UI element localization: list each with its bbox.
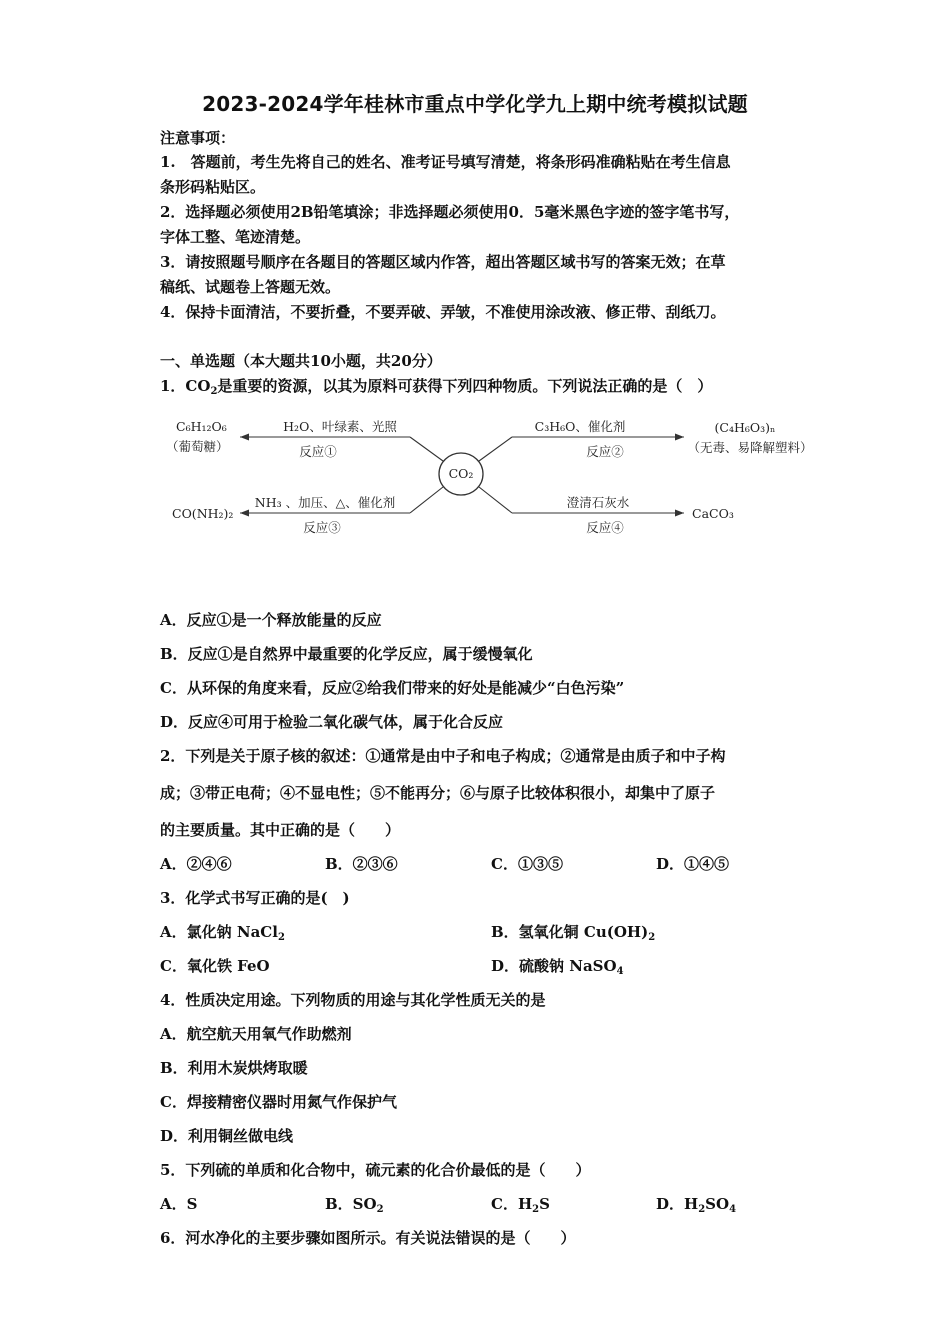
- q1-option-b: B．反应①是自然界中最重要的化学反应，属于缓慢氧化: [160, 645, 533, 663]
- reaction-4-conditions: 澄清石灰水: [566, 495, 630, 510]
- product-caco3: CaCO₃: [692, 506, 734, 521]
- notice-line: 3．请按照题号顺序在各题目的答题区域内作答，超出答题区域书写的答案无效；在草: [160, 253, 726, 271]
- question-2-line: 的主要质量。其中正确的是（ ）: [160, 821, 401, 839]
- q3-option-c: C．氧化铁 FeO: [160, 957, 270, 975]
- arrowhead: [675, 510, 684, 517]
- q5-option-b: B．$SO_2$: [325, 1195, 384, 1215]
- product-plastic-name: （无毒、易降解塑料）: [687, 440, 813, 455]
- section-heading: 一、单选题（本大题共10小题，共20分）: [160, 352, 442, 370]
- arrowhead: [675, 434, 684, 441]
- q1-option-c: C．从环保的角度来看，反应②给我们带来的好处是能减少“白色污染”: [160, 679, 625, 697]
- q2-option-a: A．②④⑥: [160, 855, 232, 873]
- reaction-1-label: 反应①: [299, 444, 337, 459]
- product-urea: CO(NH₂)₂: [172, 506, 234, 521]
- q5-option-d: D．$H_2SO_4$: [656, 1195, 737, 1215]
- reaction-4-label: 反应④: [586, 520, 624, 535]
- question-2-line: 成；③带正电荷；④不显电性；⑤不能再分；⑥与原子比较体积很小，却集中了原子: [160, 784, 716, 802]
- co2-center-label: CO₂: [448, 466, 474, 481]
- notice-line: 1. 答题前，考生先将自己的姓名、准考证号填写清楚，将条形码准确粘贴在考生信息: [160, 153, 731, 171]
- notice-line: 字体工整、笔迹清楚。: [160, 228, 311, 246]
- question-1-stem: 1．$CO_2$是重要的资源，以其为原料可获得下列四种物质。下列说法正确的是（ ）: [160, 377, 713, 397]
- q1-option-d: D．反应④可用于检验二氧化碳气体，属于化合反应: [160, 713, 504, 731]
- q4-option-d: D．利用铜丝做电线: [160, 1127, 294, 1145]
- notice-line: 条形码粘贴区。: [160, 178, 266, 196]
- q2-option-b: B．②③⑥: [325, 855, 398, 873]
- notice-line: 4．保持卡面清洁，不要折叠，不要弄破、弄皱，不准使用涂改液、修正带、刮纸刀。: [160, 303, 726, 321]
- q5-option-c: C．$H_2S$: [491, 1195, 550, 1215]
- q3-option-b: B．氢氧化铜 $Cu(OH)_2$: [491, 923, 656, 943]
- page-title: 2023-2024学年桂林市重点中学化学九上期中统考模拟试题: [202, 92, 748, 116]
- reaction-1-conditions: H₂O、叶绿素、光照: [283, 419, 397, 434]
- notice-line: 稿纸、试题卷上答题无效。: [160, 278, 341, 296]
- arrowhead: [240, 510, 249, 517]
- product-plastic: (C₄H₆O₃)ₙ: [714, 420, 776, 435]
- q3-option-a: A．氯化钠 NaCl$_2$: [160, 923, 285, 943]
- question-4-stem: 4．性质决定用途。下列物质的用途与其化学性质无关的是: [160, 991, 546, 1009]
- q4-option-a: A．航空航天用氧气作助燃剂: [160, 1025, 352, 1043]
- q5-option-a: A．S: [160, 1195, 198, 1213]
- question-3-stem: 3．化学式书写正确的是( ): [160, 889, 350, 907]
- q4-option-b: B．利用木炭烘烤取暖: [160, 1059, 308, 1077]
- q2-option-d: D．①④⑤: [656, 855, 730, 873]
- q2-option-c: C．①③⑤: [491, 855, 563, 873]
- product-glucose-name: （葡萄糖）: [166, 439, 229, 454]
- reaction-3-label: 反应③: [303, 520, 341, 535]
- reaction-2-conditions: C₃H₆O、催化剂: [534, 419, 626, 434]
- arrowhead: [240, 434, 249, 441]
- q3-option-d: D．硫酸钠 NaSO$_4$: [491, 957, 624, 977]
- branch-line: [410, 487, 443, 513]
- branch-line: [479, 437, 512, 461]
- question-5-stem: 5．下列硫的单质和化合物中，硫元素的化合价最低的是（ ）: [160, 1161, 591, 1179]
- q1-option-a: A．反应①是一个释放能量的反应: [160, 611, 382, 629]
- co2-circle: [439, 453, 483, 495]
- reaction-2-label: 反应②: [586, 444, 624, 459]
- question-2-line: 2．下列是关于原子核的叙述：①通常是由中子和电子构成；②通常是由质子和中子构: [160, 747, 726, 765]
- product-glucose: C₆H₁₂O₆: [176, 419, 227, 434]
- notice-line: 2．选择题必须使用2B铅笔填涂；非选择题必须使用0．5毫米黑色字迹的签字笔书写，: [160, 203, 740, 221]
- branch-line: [479, 487, 512, 513]
- reaction-3-conditions: NH₃ 、加压、△、催化剂: [254, 495, 396, 510]
- q4-option-c: C．焊接精密仪器时用氮气作保护气: [160, 1093, 397, 1111]
- branch-line: [410, 437, 443, 461]
- notice-heading: 注意事项：: [160, 129, 236, 147]
- question-6-stem: 6．河水净化的主要步骤如图所示。有关说法错误的是（ ）: [160, 1229, 576, 1247]
